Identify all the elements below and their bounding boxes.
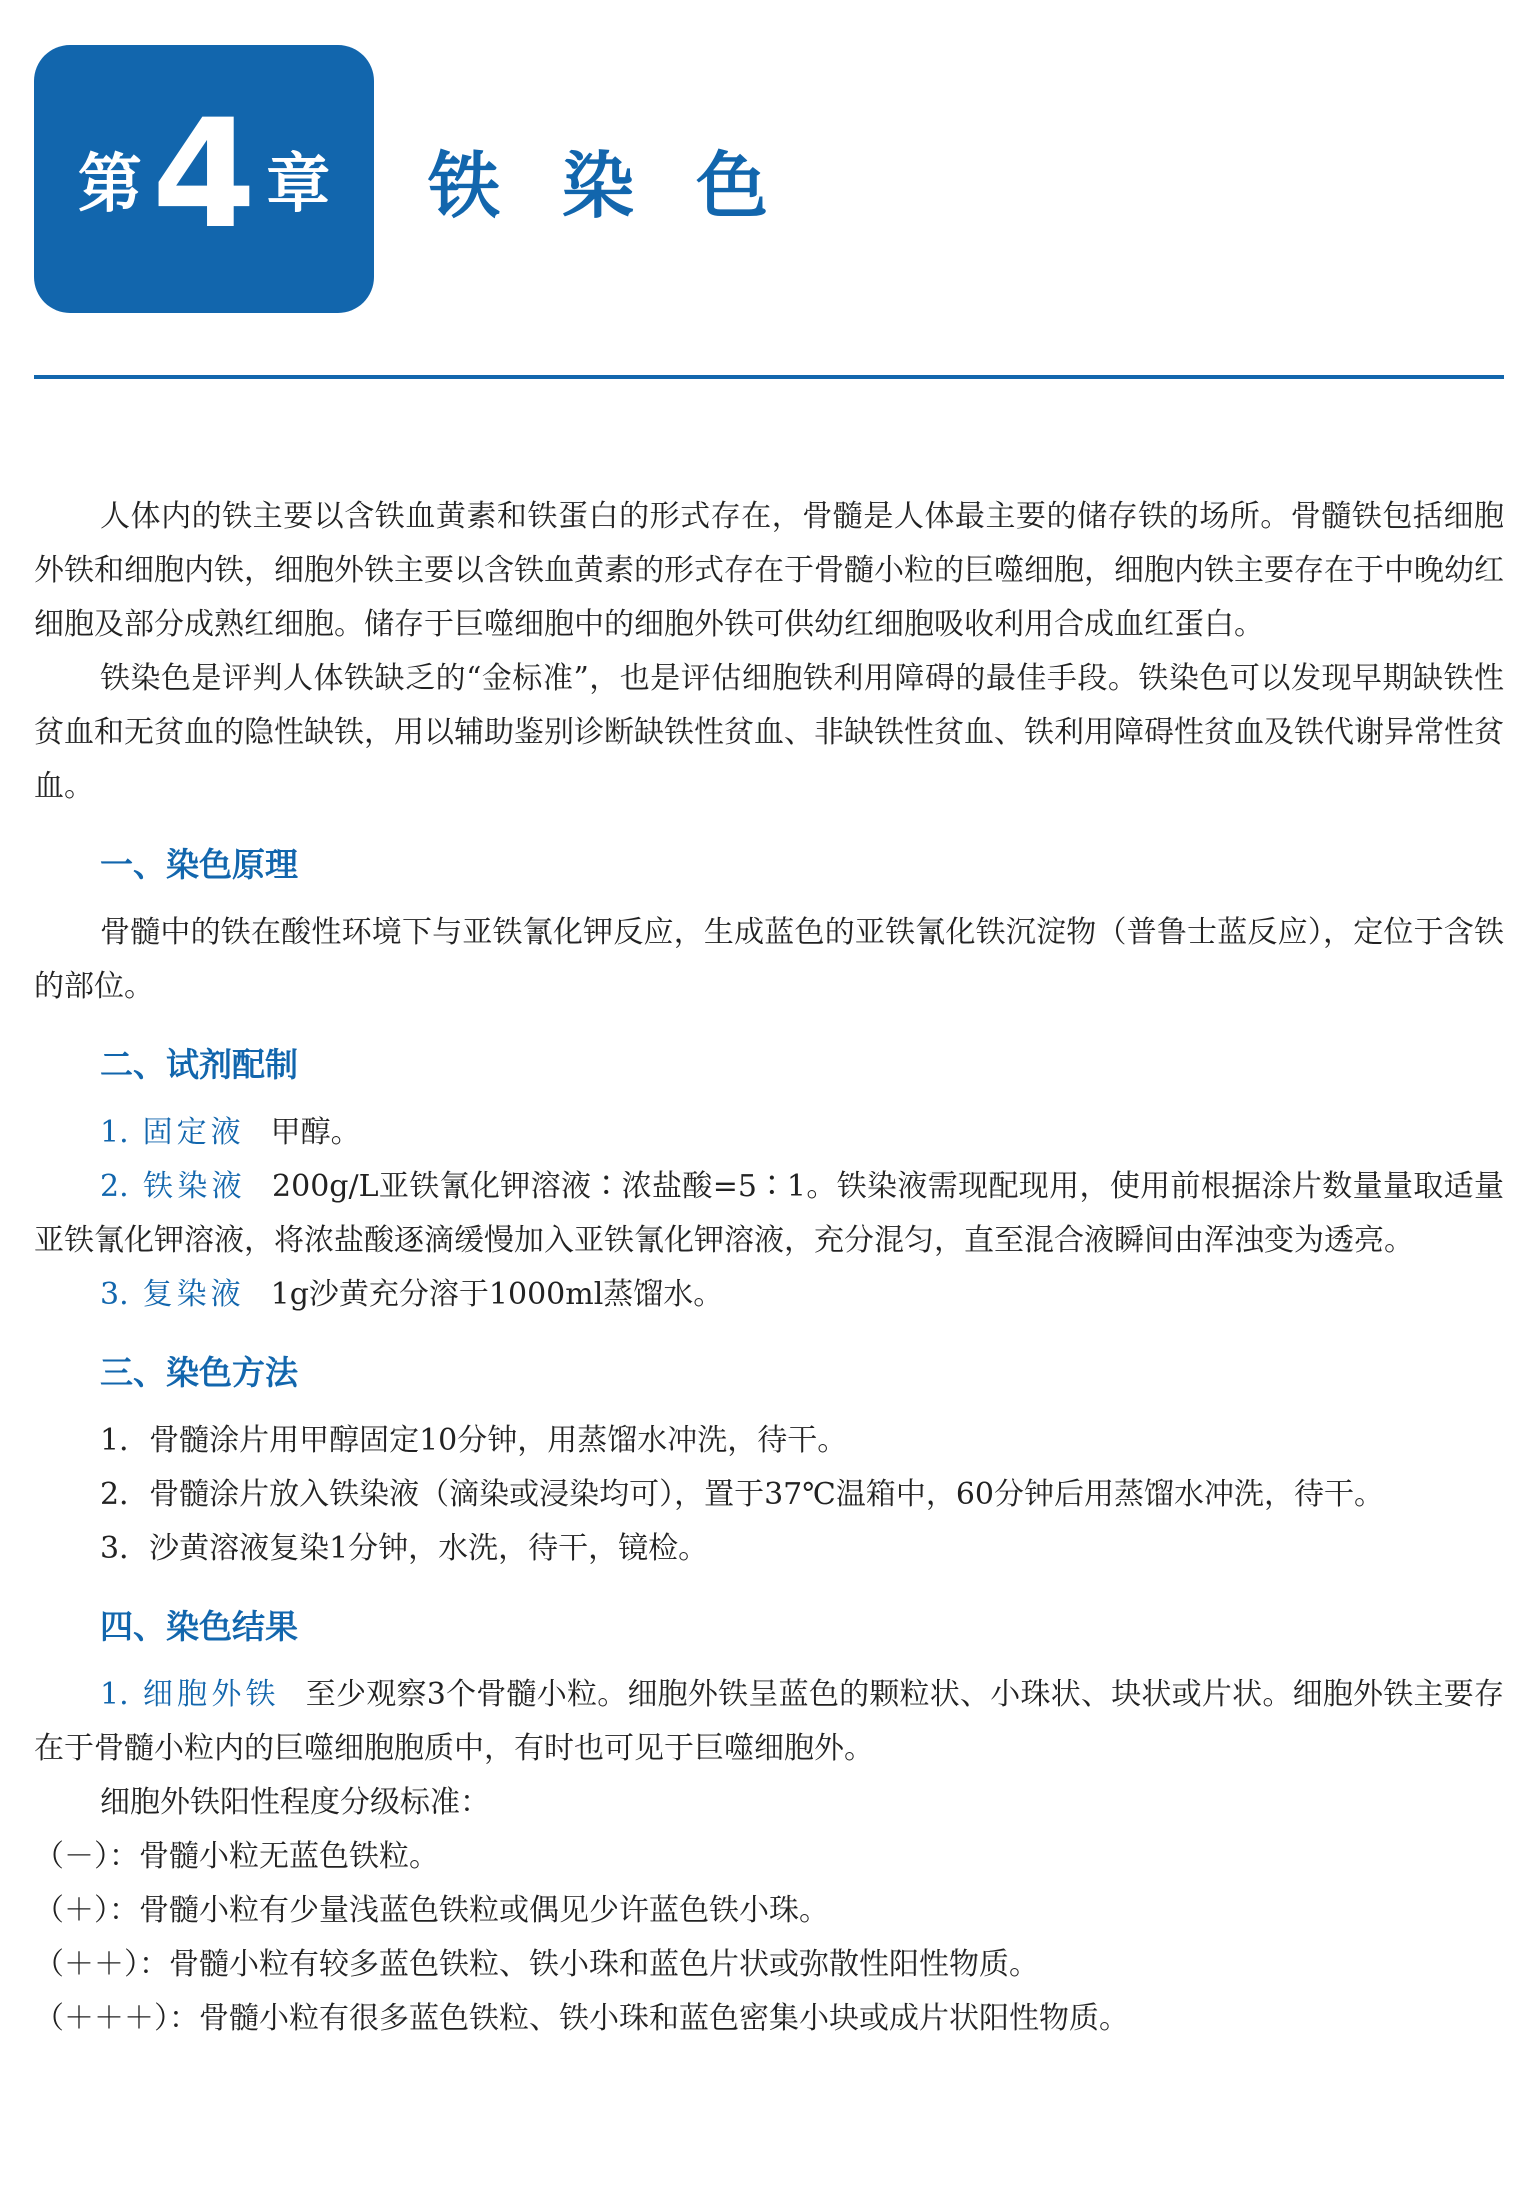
intro-paragraph: 铁染色是评判人体铁缺乏的“金标准”，也是评估细胞铁利用障碍的最佳手段。铁染色可以发现早期缺铁性贫血和无贫血的隐性缺铁，用以辅助鉴别诊断缺铁性贫血、非缺铁性贫血、铁利用障碍性贫血及铁代谢异常性贫血。 xyxy=(34,661,1504,804)
reagent-item-text: 甲醇。 xyxy=(270,1115,361,1150)
reagent-item xyxy=(34,1106,1504,1160)
chapter-badge xyxy=(34,45,374,313)
section-heading-results: 四、染色结果 xyxy=(100,1607,298,1646)
reagent-item-number: 1. xyxy=(100,1115,129,1150)
method-step: 3．沙黄溶液复染1分钟，水洗，待干，镜检。 xyxy=(100,1531,709,1566)
reagent-item xyxy=(34,1268,1504,1322)
chapter-suffix: 章 xyxy=(266,148,331,222)
intro-paragraph: 人体内的铁主要以含铁血黄素和铁蛋白的形式存在，骨髓是人体最主要的储存铁的场所。骨髓铁包括细胞外铁和细胞内铁，细胞外铁主要以含铁血黄素的形式存在于骨髓小粒的巨噬细胞，细胞内铁主要存在于中晚幼红细胞及部分成熟红细胞。储存于巨噬细胞中的细胞外铁可供幼红细胞吸收利用合成血红蛋白。 xyxy=(34,499,1504,642)
grade-heading: 细胞外铁阳性程度分级标准： xyxy=(100,1785,490,1820)
reagent-item-label: 铁染液 xyxy=(142,1169,247,1204)
reagent-item xyxy=(34,1160,1504,1268)
section-heading-reagents: 二、试剂配制 xyxy=(100,1045,298,1084)
chapter-prefix: 第 xyxy=(77,148,142,222)
reagent-item-text: 1g沙黄充分溶于1000ml蒸馏水。 xyxy=(270,1277,724,1312)
result-item-text: 至少观察3个骨髓小粒。细胞外铁呈蓝色的颗粒状、小珠状、块状或片状。细胞外铁主要存在于骨髓小粒内的巨噬细胞胞质中，有时也可见于巨噬细胞外。 xyxy=(34,1677,1504,1766)
page-body xyxy=(34,490,1504,2046)
grade-line: （＋＋＋）：骨髓小粒有很多蓝色铁粒、铁小珠和蓝色密集小块或成片状阳性物质。 xyxy=(34,2001,1129,2036)
grade-line: （－）：骨髓小粒无蓝色铁粒。 xyxy=(34,1839,439,1874)
reagent-item-text: 200g/L亚铁氰化钾溶液∶浓盐酸=5∶1。铁染液需现配现用，使用前根据涂片数量量取适量亚铁氰化钾溶液，将浓盐酸逐滴缓慢加入亚铁氰化钾溶液，充分混匀，直至混合液瞬间由浑浊变为透亮。 xyxy=(34,1169,1505,1258)
section-heading-principle: 一、染色原理 xyxy=(100,845,298,884)
reagent-item-number: 3. xyxy=(100,1277,129,1312)
grade-line: （＋＋）：骨髓小粒有较多蓝色铁粒、铁小珠和蓝色片状或弥散性阳性物质。 xyxy=(34,1947,1039,1982)
reagent-item-number: 2. xyxy=(100,1169,129,1204)
method-step: 1．骨髓涂片用甲醇固定10分钟，用蒸馏水冲洗，待干。 xyxy=(100,1423,848,1458)
chapter-title: 铁染色 xyxy=(428,144,831,228)
result-item-label: 细胞外铁 xyxy=(142,1677,280,1712)
header-rule xyxy=(34,375,1504,379)
method-step: 2．骨髓涂片放入铁染液（滴染或浸染均可），置于37℃温箱中，60分钟后用蒸馏水冲洗，待干。 xyxy=(100,1477,1384,1512)
reagent-item-label: 固定液 xyxy=(142,1115,245,1150)
section-heading-method: 三、染色方法 xyxy=(100,1353,298,1392)
result-item-number: 1. xyxy=(100,1677,129,1712)
reagent-item-label: 复染液 xyxy=(142,1277,245,1312)
grade-line: （＋）：骨髓小粒有少量浅蓝色铁粒或偶见少许蓝色铁小珠。 xyxy=(34,1893,829,1928)
result-item xyxy=(34,1668,1504,1776)
principle-text: 骨髓中的铁在酸性环境下与亚铁氰化钾反应，生成蓝色的亚铁氰化铁沉淀物（普鲁士蓝反应），定位于含铁的部位。 xyxy=(34,915,1504,1004)
chapter-number: 4 xyxy=(151,88,257,262)
